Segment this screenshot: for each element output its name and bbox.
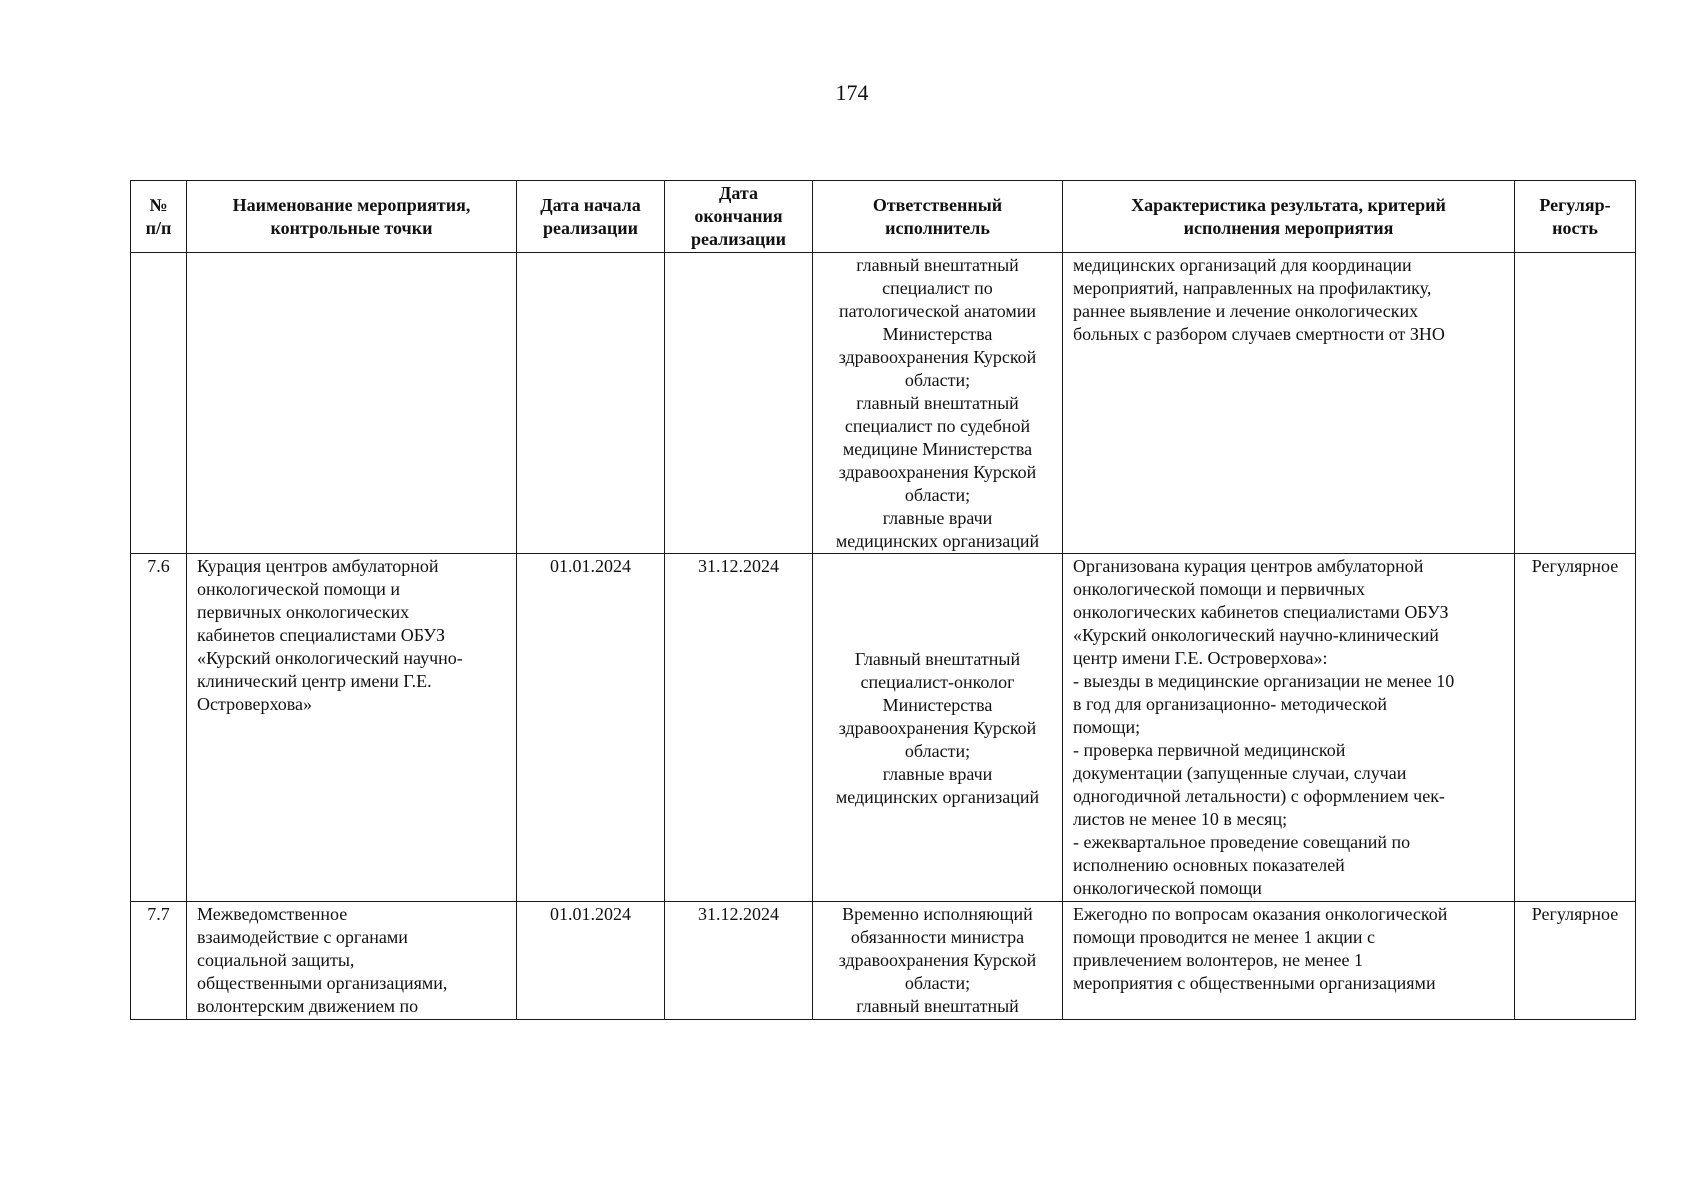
header-regularity-line: Регуляр- <box>1539 194 1611 215</box>
responsible-line: медицине Министерства <box>842 439 1033 459</box>
header-name <box>187 181 517 253</box>
responsible-line: области; <box>904 370 971 390</box>
header-end-line: окончания <box>694 206 783 226</box>
result-line: Ежегодно по вопросам оказания онкологической <box>1073 904 1448 924</box>
result-line: медицинских организаций для координации <box>1073 255 1412 275</box>
name-line: «Курский онкологический научно- <box>197 648 463 668</box>
name-line: Островерхова» <box>197 694 313 714</box>
row-number <box>131 253 187 554</box>
row-responsible <box>813 554 1063 902</box>
result-line: онкологической помощи <box>1073 878 1262 898</box>
header-start-line: Дата начала <box>540 194 641 215</box>
table-row <box>131 554 1636 902</box>
header-start-date <box>517 181 665 253</box>
responsible-line: области; <box>904 485 971 505</box>
responsible-line: главный внештатный <box>856 393 1019 413</box>
responsible-line: специалист по судебной <box>844 416 1031 436</box>
header-result-line: Характеристика результата, критерий <box>1131 194 1446 215</box>
result-line: документации (запущенные случаи, случаи <box>1073 763 1407 783</box>
responsible-line: здравоохранения Курской <box>838 950 1037 970</box>
name-line: кабинетов специалистами ОБУЗ <box>197 625 445 645</box>
result-line: онкологической помощи и первичных <box>1073 579 1366 599</box>
result-line: - проверка первичной медицинской <box>1073 740 1346 760</box>
header-end-line: Дата <box>719 183 758 203</box>
result-line: «Курский онкологический научно-клинический <box>1073 625 1439 645</box>
result-line: больных с разбором случаев смертности от ЗНО <box>1073 324 1445 344</box>
responsible-line: области; <box>904 973 971 993</box>
responsible-line: Главный внештатный <box>854 648 1021 669</box>
row-regularity: Регулярное <box>1515 554 1636 902</box>
responsible-line: здравоохранения Курской <box>838 717 1037 738</box>
header-responsible-line: исполнитель <box>885 217 990 238</box>
row-number: 7.6 <box>131 554 187 902</box>
responsible-line: главный внештатный <box>856 255 1019 275</box>
row-result <box>1063 253 1515 554</box>
result-line: одногодичной летальности) с оформлением чек- <box>1073 786 1445 806</box>
name-line: первичных онкологических <box>197 602 410 622</box>
name-line: онкологической помощи и <box>197 579 400 599</box>
result-line: листов не менее 10 в месяц; <box>1073 809 1288 829</box>
table-header-row <box>131 181 1636 253</box>
measures-table <box>130 180 1636 1020</box>
result-line: помощи; <box>1073 717 1141 737</box>
name-line: Межведомственное <box>197 904 348 924</box>
result-line: мероприятий, направленных на профилактику, <box>1073 278 1432 298</box>
responsible-line: здравоохранения Курской <box>838 347 1037 367</box>
header-name-line: контрольные точки <box>270 217 433 238</box>
name-line: волонтерским движением по <box>197 996 419 1016</box>
result-line: в год для организационно- методической <box>1073 694 1387 714</box>
responsible-line: главные врачи <box>882 763 993 784</box>
responsible-line: здравоохранения Курской <box>838 462 1037 482</box>
row-start-date: 01.01.2024 <box>517 554 665 902</box>
result-line: исполнению основных показателей <box>1073 855 1345 875</box>
header-end-line: реализации <box>691 229 786 249</box>
responsible-line: медицинских организаций <box>835 786 1040 807</box>
header-num-line: п/п <box>145 217 172 238</box>
responsible-line: Временно исполняющий <box>842 904 1033 924</box>
responsible-line: специалист-онколог <box>860 671 1015 692</box>
header-num <box>131 181 187 253</box>
row-name <box>187 902 517 1020</box>
table-row <box>131 902 1636 1020</box>
header-result-line: исполнения мероприятия <box>1183 217 1394 238</box>
result-line: помощи проводится не менее 1 акции с <box>1073 927 1376 947</box>
result-line: онкологических кабинетов специалистами ОБУЗ <box>1073 602 1449 622</box>
row-start-date <box>517 253 665 554</box>
header-responsible <box>813 181 1063 253</box>
header-end-date <box>665 181 813 253</box>
responsible-line: главные врачи <box>882 508 993 528</box>
responsible-line: главный внештатный <box>856 996 1019 1016</box>
header-name-line: Наименование мероприятия, <box>232 194 471 215</box>
responsible-line: обязанности министра <box>850 927 1025 947</box>
responsible-line: патологической анатомии <box>838 301 1037 321</box>
row-end-date: 31.12.2024 <box>665 554 813 902</box>
row-start-date: 01.01.2024 <box>517 902 665 1020</box>
name-line: Курация центров амбулаторной <box>197 556 439 576</box>
result-line: раннее выявление и лечение онкологических <box>1073 301 1419 321</box>
header-num-line: № <box>149 194 168 215</box>
responsible-line: медицинских организаций <box>835 531 1040 551</box>
header-result <box>1063 181 1515 253</box>
responsible-line: специалист по <box>882 278 993 298</box>
result-line: мероприятия с общественными организациями <box>1073 973 1436 993</box>
row-end-date: 31.12.2024 <box>665 902 813 1020</box>
result-line: - ежеквартальное проведение совещаний по <box>1073 832 1411 852</box>
header-start-line: реализации <box>543 217 638 238</box>
row-name <box>187 554 517 902</box>
row-responsible <box>813 253 1063 554</box>
header-regularity-line: ность <box>1552 217 1598 238</box>
row-name <box>187 253 517 554</box>
row-result <box>1063 902 1515 1020</box>
responsible-line: области; <box>904 740 971 761</box>
responsible-line: Министерства <box>882 694 993 715</box>
name-line: общественными организациями, <box>197 973 448 993</box>
table-row <box>131 253 1636 554</box>
name-line: социальной защиты, <box>197 950 355 970</box>
responsible-line: Министерства <box>882 324 993 344</box>
result-line: Организована курация центров амбулаторной <box>1073 556 1424 576</box>
row-responsible <box>813 902 1063 1020</box>
result-line: центр имени Г.Е. Островерхова»: <box>1073 648 1328 668</box>
name-line: взаимодействие с органами <box>197 927 408 947</box>
page-number: 174 <box>835 80 869 105</box>
row-number: 7.7 <box>131 902 187 1020</box>
row-regularity: Регулярное <box>1515 902 1636 1020</box>
header-regularity <box>1515 181 1636 253</box>
row-end-date <box>665 253 813 554</box>
header-responsible-line: Ответственный <box>872 194 1003 215</box>
row-result <box>1063 554 1515 902</box>
row-regularity <box>1515 253 1636 554</box>
name-line: клинический центр имени Г.Е. <box>197 671 432 691</box>
result-line: привлечением волонтеров, не менее 1 <box>1073 950 1363 970</box>
result-line: - выезды в медицинские организации не менее 10 <box>1073 671 1455 691</box>
